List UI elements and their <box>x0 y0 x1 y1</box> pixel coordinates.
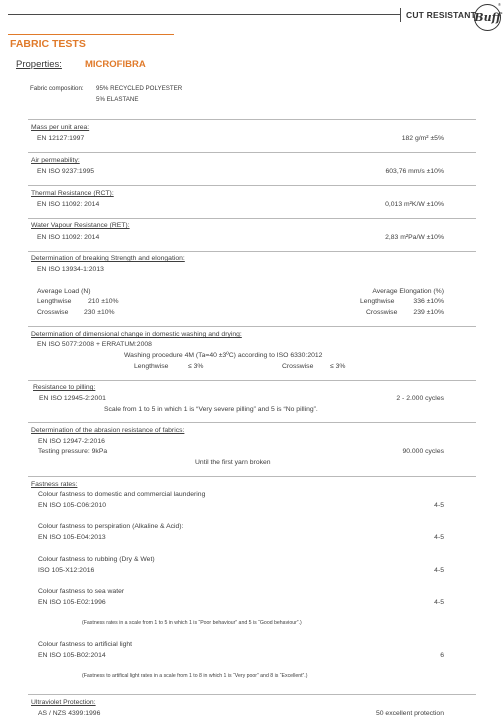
strength-elongation-header: Average Elongation (%) <box>372 288 444 295</box>
dimensional-lengthwise-value: ≤ 3% <box>188 363 204 370</box>
registered-mark: ® <box>498 2 501 7</box>
ret-result: 2,83 m²Pa/W ±10% <box>385 234 444 241</box>
mass-standard: EN 12127:1997 <box>37 135 85 142</box>
fastness-item-name: Colour fastness to artificial light <box>38 641 133 648</box>
title-rule <box>8 34 174 35</box>
dimensional-standard: EN ISO 5077:2008 + ERRATUM:2008 <box>37 341 152 348</box>
strength-crosswise-load: 230 ±10% <box>84 309 115 316</box>
mass-result: 182 g/m² ±5% <box>401 135 444 142</box>
pilling-result: 2 - 2.000 cycles <box>396 395 444 402</box>
fastness-item-name: Colour fastness to sea water <box>38 588 125 595</box>
mass-title: Mass per unit area: <box>31 124 90 131</box>
dimensional-title: Determination of dimensional change in domestic washing and drying: <box>31 331 242 338</box>
ret-standard: EN ISO 11092: 2014 <box>37 234 100 241</box>
section-divider <box>28 694 476 695</box>
fastness-item-standard: ISO 105-X12:2016 <box>38 567 95 574</box>
strength-title: Determination of breaking Strength and elongation: <box>31 255 185 262</box>
strength-lengthwise-elong: 336 ±10% <box>413 298 444 305</box>
dimensional-procedure: Washing procedure 4M (Ta=40 ±3ºC) according to ISO 6330:2012 <box>124 352 323 359</box>
fastness-item-value: 4-5 <box>434 599 444 606</box>
strength-lengthwise-load: 210 ±10% <box>88 298 119 305</box>
section-divider <box>28 476 476 477</box>
section-divider <box>28 326 476 327</box>
pilling-title: Resistance to pilling: <box>33 384 96 391</box>
strength-load-header: Average Load (N) <box>37 288 91 295</box>
fastness-item-value: 4-5 <box>434 502 444 509</box>
rct-result: 0,013 m²K/W ±10% <box>385 201 444 208</box>
section-divider <box>28 119 476 120</box>
header-rule <box>8 14 400 15</box>
section-divider <box>28 218 476 219</box>
buff-logo <box>474 4 501 31</box>
abrasion-standard: EN ISO 12947-2:2016 <box>38 438 105 445</box>
pilling-standard: EN ISO 12945-2:2001 <box>39 395 106 402</box>
section-divider <box>28 152 476 153</box>
logo-text: Buff <box>474 11 501 24</box>
uv-title: Ultraviolet Protection: <box>31 699 96 706</box>
header-title: CUT RESISTANT <box>406 10 476 20</box>
dimensional-lengthwise-label: Lengthwise <box>134 363 169 370</box>
composition-line: 95% RECYCLED POLYESTER <box>96 85 183 92</box>
fastness-note: (Fastness to artifical light rates in a scale from 1 to 8 in which 1 is “Very poor” and 8 is “Excellent”.) <box>82 673 308 679</box>
strength-standard: EN ISO 13934-1:2013 <box>37 266 104 273</box>
uv-result: 50 excellent protection <box>375 710 444 717</box>
rct-title: Thermal Resistance (RCT): <box>31 190 114 197</box>
fastness-item-value: 4-5 <box>434 567 444 574</box>
fastness-item-standard: EN ISO 105-B02:2014 <box>38 652 106 659</box>
fastness-item-name: Colour fastness to rubbing (Dry & Wet) <box>38 556 155 563</box>
section-divider <box>28 185 476 186</box>
abrasion-note: Until the first yarn broken <box>195 459 271 466</box>
abrasion-pressure: Testing pressure: 9kPa <box>38 448 108 455</box>
header-divider <box>400 8 401 22</box>
composition-line: 5% ELASTANE <box>96 96 139 103</box>
fastness-item-value: 6 <box>440 652 444 659</box>
ret-title: Water Vapour Resistance (RET): <box>31 222 130 229</box>
fastness-note: (Fastness rates in a scale from 1 to 5 in which 1 is “Poor behaviour” and 5 is “Good behaviour”.) <box>82 620 302 626</box>
uv-standard: AS / NZS 4399:1996 <box>38 710 101 717</box>
section-divider <box>28 422 476 423</box>
dimensional-crosswise-label: Crosswise <box>282 363 314 370</box>
air-result: 603,76 mm/s ±10% <box>385 168 444 175</box>
properties-label: Properties: <box>16 59 62 70</box>
strength-crosswise-label: Crosswise <box>37 309 69 316</box>
fastness-title: Fastness rates: <box>31 481 78 488</box>
abrasion-title: Determination of the abrasion resistance of fabrics: <box>31 427 185 434</box>
dimensional-crosswise-value: ≤ 3% <box>330 363 346 370</box>
strength-lengthwise-elong-label: Lengthwise <box>360 298 395 305</box>
strength-lengthwise-label: Lengthwise <box>37 298 72 305</box>
composition-label: Fabric composition: <box>30 85 84 92</box>
fastness-item-standard: EN ISO 105-E02:1996 <box>38 599 106 606</box>
strength-crosswise-elong: 239 ±10% <box>413 309 444 316</box>
fastness-item-name: Colour fastness to domestic and commercial laundering <box>38 491 206 498</box>
pilling-scale-note: Scale from 1 to 5 in which 1 is “Very severe pilling” and 5 is “No pilling”. <box>104 406 318 413</box>
air-standard: EN ISO 9237:1995 <box>37 168 95 175</box>
section-divider <box>28 380 476 381</box>
fastness-item-name: Colour fastness to perspiration (Alkaline & Acid): <box>38 523 184 530</box>
properties-value: MICROFIBRA <box>85 59 146 70</box>
fastness-item-standard: EN ISO 105-C06:2010 <box>38 502 107 509</box>
abrasion-result: 90.000 cycles <box>402 448 444 455</box>
fastness-item-value: 4-5 <box>434 534 444 541</box>
air-title: Air permeability: <box>31 157 80 164</box>
fastness-item-standard: EN ISO 105-E04:2013 <box>38 534 106 541</box>
page-title: FABRIC TESTS <box>10 38 86 50</box>
section-divider <box>28 251 476 252</box>
rct-standard: EN ISO 11092: 2014 <box>37 201 100 208</box>
strength-crosswise-elong-label: Crosswise <box>366 309 398 316</box>
